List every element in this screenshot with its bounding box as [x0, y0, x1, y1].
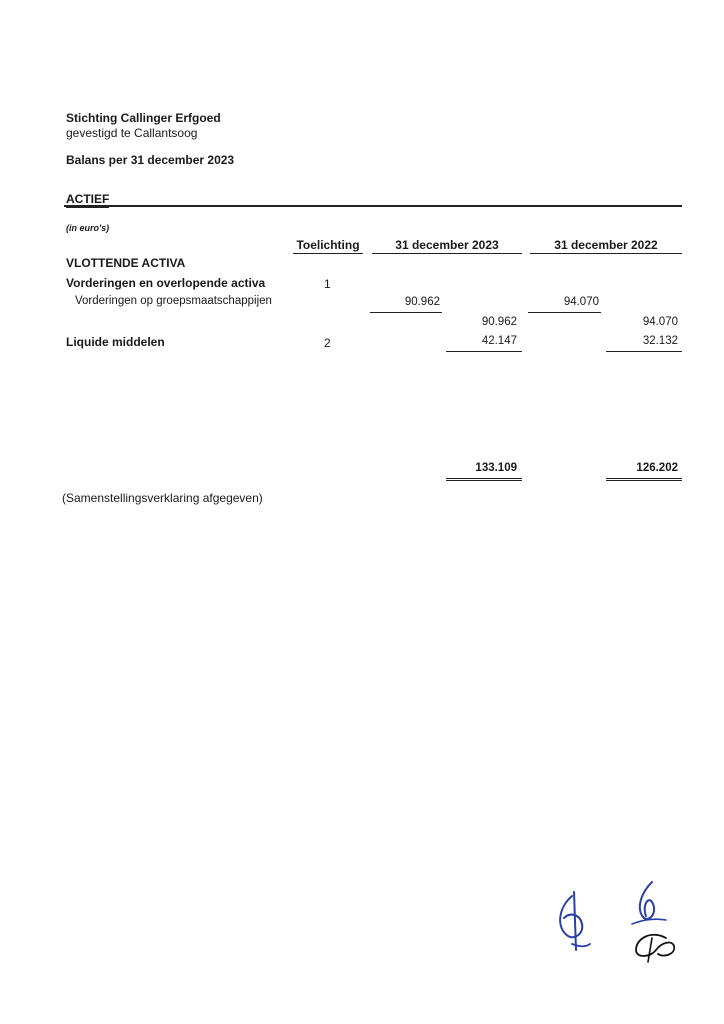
- section-divider: [64, 205, 682, 207]
- cash-label: Liquide middelen: [66, 335, 165, 349]
- grand-total-2022: 126.202: [636, 462, 678, 474]
- compilation-statement-note: (Samenstellingsverklaring afgegeven): [62, 491, 263, 505]
- column-header-note: Toelichting: [296, 238, 360, 252]
- unit-note: (in euro's): [66, 223, 110, 233]
- cash-2023: 42.147: [481, 335, 517, 347]
- group-receivables-2023-underline: [370, 312, 442, 313]
- receivables-note-ref: 1: [324, 277, 331, 291]
- group-receivables-label: Vorderingen op groepsmaatschappijen: [75, 295, 272, 307]
- organization-name: Stichting Callinger Erfgoed: [66, 111, 221, 125]
- group-receivables-2023: 90.962: [404, 296, 440, 308]
- cash-2023-underline: [446, 351, 522, 352]
- column-header-2023: 31 december 2023: [395, 238, 499, 252]
- column-header-2023-underline: [372, 253, 522, 254]
- cash-2022-underline: [606, 351, 682, 352]
- column-header-2022-underline: [530, 253, 682, 254]
- receivables-heading: Vorderingen en overlopende activa: [66, 276, 266, 290]
- column-header-2022: 31 december 2022: [554, 238, 658, 252]
- section-title: ACTIEF: [66, 192, 110, 206]
- organization-location: gevestigd te Callantsoog: [66, 126, 198, 140]
- initials-signature-1: [550, 888, 600, 958]
- cash-2022: 32.132: [642, 335, 678, 347]
- receivables-total-2022: 94.070: [642, 316, 678, 328]
- initials-signature-2: [622, 876, 682, 966]
- report-title: Balans per 31 december 2023: [66, 153, 235, 167]
- column-header-note-underline: [293, 253, 363, 254]
- grand-total-2023-double-underline: [446, 478, 522, 481]
- category-heading: VLOTTENDE ACTIVA: [66, 256, 186, 270]
- cash-note-ref: 2: [324, 336, 331, 350]
- group-receivables-2022: 94.070: [563, 296, 599, 308]
- group-receivables-2022-underline: [528, 312, 601, 313]
- grand-total-2022-double-underline: [606, 478, 682, 481]
- receivables-total-2023: 90.962: [481, 316, 517, 328]
- grand-total-2023: 133.109: [475, 462, 517, 474]
